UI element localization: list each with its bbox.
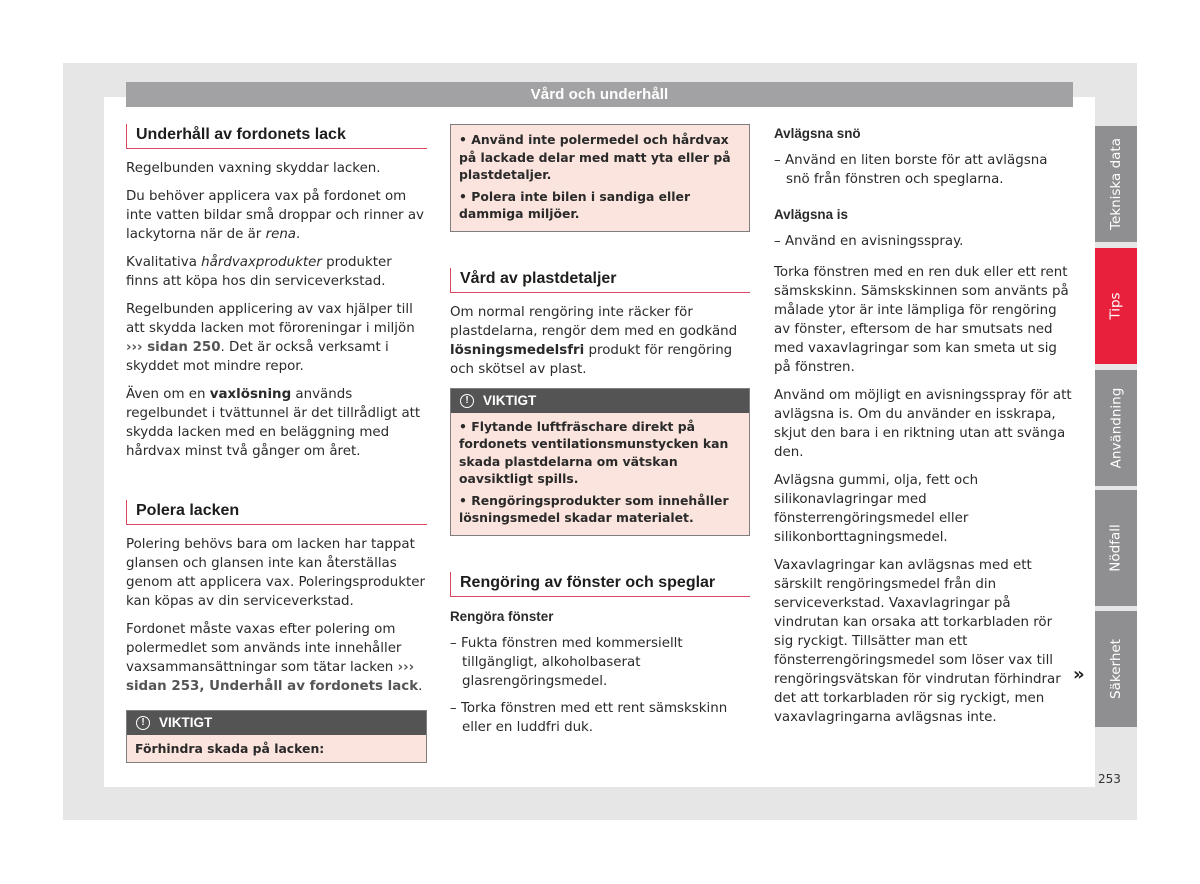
tab-label: Användning (1108, 387, 1124, 469)
warning-box (126, 710, 427, 763)
text: används regelbundet i tvättunnel är det tillrådligt att skydda lacken med en beläggning med hårdvax minst två gånger om året. (126, 387, 421, 459)
text-bold: vaxlösning (209, 387, 292, 402)
warning-header (127, 711, 426, 735)
warning-body (451, 413, 749, 535)
page-number: 253 (1098, 772, 1121, 786)
warning-box-continued (450, 124, 750, 232)
warning-item: • Polera inte bilen i sandiga eller dammiga miljöer. (459, 188, 691, 221)
text: Om normal rengöring inte räcker för plastdelarna, rengör dem med en godkänd (450, 304, 738, 339)
paragraph (126, 620, 427, 696)
warning-text: Förhindra skada på lacken: (135, 741, 325, 756)
paragraph: Regelbunden vaxning skyddar lacken. (126, 161, 381, 176)
text: Fordonet måste vaxas efter polering om polermedlet som används inte innehåller vaxsammansättningar som tätar lacken (126, 622, 402, 675)
tab-nodfall[interactable] (1095, 490, 1137, 606)
tab-anvandning[interactable] (1095, 370, 1137, 486)
text-italic: rena (265, 227, 297, 242)
tab-label: Säkerhet (1108, 639, 1125, 699)
warning-body (127, 735, 426, 762)
warning-body (451, 125, 749, 231)
list-item: – Använd en avisningsspray. (774, 234, 964, 249)
paragraph: Använd om möjligt en avisningsspray för att avlägsna is. Om du använder en isskrapa, skjut den bara i en riktning utan att svänga den. (774, 388, 1072, 460)
section-heading-polera: Polera lacken (126, 500, 427, 525)
text-bold: lösningsmedelsfri (450, 342, 585, 358)
paragraph: Torka fönstren med en ren duk eller ett rent sämskskinn. Sämskskinnen som använts på målade ytor är inte lämpliga för rengöring av fönster, eftersom de har smutsats ned med vaxavlagringar som kan smeta ut sig på fönstren. (774, 265, 1069, 375)
text: . Det är också verksamt i skyddet mot mindre repor. (126, 340, 389, 374)
tab-sakerhet[interactable] (1095, 611, 1137, 727)
tab-label: Nödfall (1108, 524, 1124, 572)
tab-tekniska-data[interactable] (1095, 126, 1137, 242)
paragraph: Vaxavlagringar kan avlägsnas med ett särskilt rengöringsmedel från din serviceverkstad. Vaxavlagringar på vindrutan kan orsaka att torkarbladen rör sig ryckigt. Tillsätter man ett fönsterrengöringsmedel som löser vax till rengöringsvätskan för vindrutan förhindrar det att torkarbladen rör sig ryckigt, men vaxavlagringarna avlägsnas inte. (774, 558, 1061, 725)
column-2 (450, 124, 750, 745)
sub-heading: Avlägsna is (774, 207, 848, 222)
tab-label: Tekniska data (1108, 138, 1124, 230)
text: Regelbunden applicering av vax hjälper till att skydda lacken mot föroreningar i miljön (126, 302, 415, 336)
warning-title: VIKTIGT (159, 715, 213, 730)
continue-arrow-icon: » (1073, 664, 1085, 685)
section-heading-fonster: Rengöring av fönster och speglar (450, 572, 750, 597)
list-item: – Torka fönstren med ett rent sämskskinn eller en luddfri duk. (450, 700, 728, 735)
paragraph (126, 385, 427, 461)
paragraph: Polering behövs bara om lacken har tappat glansen och glansen inte kan återställas genom att applicera vax. Poleringsprodukter kan köpas av din serviceverkstad. (126, 537, 426, 609)
paragraph (126, 300, 427, 376)
text: . (296, 227, 301, 242)
text: . (418, 679, 423, 694)
paragraph (126, 187, 427, 244)
tab-tips[interactable] (1095, 248, 1137, 364)
text: Kvalitativa (126, 255, 202, 270)
paragraph: Avlägsna gummi, olja, fett och silikonavlagringar med fönsterrengöringsmedel eller silikonborttagningsmedel. (774, 473, 979, 545)
list-item: – Använd en liten borste för att avlägsna snö från fönstren och speglarna. (774, 153, 1048, 187)
warning-header (451, 389, 749, 413)
section-heading-lack: Underhåll av fordonets lack (126, 124, 427, 149)
warning-item: • Använd inte polermedel och hårdvax på lackade delar med matt yta eller på plastdetaljer. (459, 132, 731, 182)
paragraph (126, 253, 427, 291)
text: produkt för rengöring och skötsel av plast. (450, 342, 733, 377)
paragraph (450, 303, 750, 379)
text: Du behöver applicera vax på fordonet om inte vatten bildar små droppar och rinner av lackytorna när de är (126, 189, 424, 242)
warning-icon: ! (460, 394, 474, 408)
sub-heading: Rengöra fönster (450, 608, 554, 624)
sub-heading: Avlägsna snö (774, 126, 861, 141)
chapter-header: Vård och underhåll (126, 82, 1073, 107)
tab-label: Tips (1108, 292, 1124, 320)
page-reference-link[interactable]: ››› sidan 253, Underhåll av fordonets lack (126, 660, 419, 694)
page-reference-link[interactable]: ››› sidan 250 (126, 340, 221, 355)
column-3 (774, 124, 1074, 736)
section-heading-plast: Vård av plastdetaljer (450, 268, 750, 293)
text: Även om en (126, 387, 210, 402)
warning-icon: ! (136, 716, 150, 730)
list-item: – Fukta fönstren med kommersiellt tillgängligt, alkoholbaserat glasrengöringsmedel. (450, 635, 683, 689)
warning-title: VIKTIGT (483, 392, 537, 408)
text-italic: hårdvaxprodukter (201, 255, 322, 270)
column-1 (126, 124, 427, 763)
warning-box (450, 388, 750, 536)
warning-item: • Rengöringsprodukter som innehåller lösningsmedel skadar materialet. (459, 492, 729, 525)
warning-item: • Flytande luftfräschare direkt på fordonets ventilationsmunstycken kan skada plastdelarna om vätskan oavsiktligt spills. (459, 418, 729, 486)
text: produkter finns att köpa hos din serviceverkstad. (126, 255, 392, 289)
